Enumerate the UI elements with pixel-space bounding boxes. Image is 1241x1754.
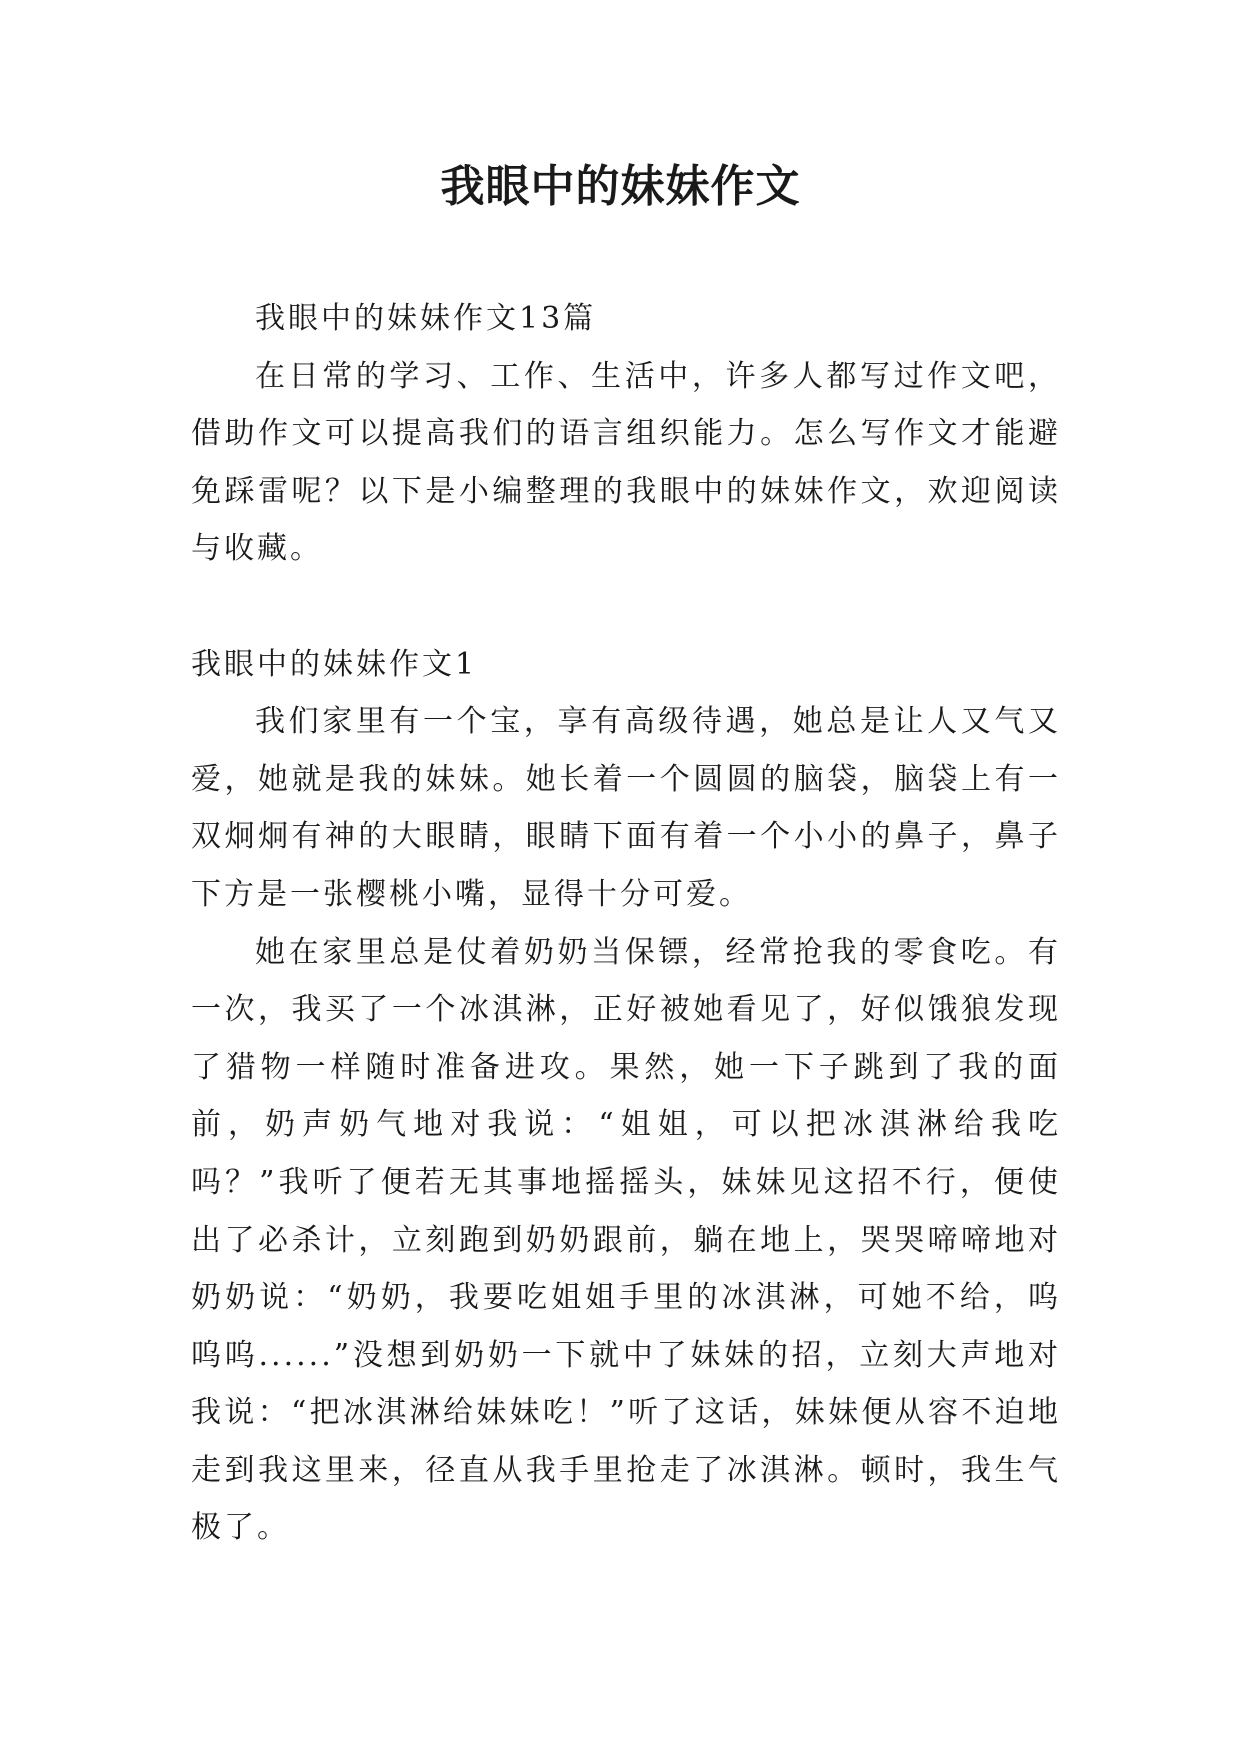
- document-body: [191, 290, 1061, 1557]
- body-paragraph: 我们家里有一个宝，享有高级待遇，她总是让人又气又爱，她就是我的妹妹。她长着一个圆圆的脑袋，脑袋上有一双炯炯有神的大眼睛，眼睛下面有着一个小小的鼻子，鼻子下方是一张樱桃小嘴，显得十分可爱。: [191, 704, 1061, 912]
- document-title: 我眼中的妹妹作文: [440, 161, 801, 212]
- body-paragraph: 她在家里总是仗着奶奶当保镖，经常抢我的零食吃。有一次，我买了一个冰淇淋，正好被她看见了，好似饿狼发现了猎物一样随时准备进攻。果然，她一下子跳到了我的面前，奶声奶气地对我说：“姐姐，可以把冰淇淋给我吃吗？”我听了便若无其事地摇摇头，妹妹见这招不行，便使出了必杀计，立刻跑到奶奶跟前，躺在地上，哭哭啼啼地对奶奶说：“奶奶，我要吃姐姐手里的冰淇淋，可她不给，呜呜呜......”没想到奶奶一下就中了妹妹的招，立刻大声地对我说：“把冰淇淋给妹妹吃！”听了这话，妹妹便从容不迫地走到我这里来，径直从我手里抢走了冰淇淋。顿时，我生气极了。: [191, 934, 1061, 1546]
- section-heading: 我眼中的妹妹作文1: [191, 646, 478, 682]
- document-subtitle: 我眼中的妹妹作文13篇: [255, 301, 597, 336]
- intro-paragraph: 在日常的学习、工作、生活中，许多人都写过作文吧，借助作文可以提高我们的语言组织能力。怎么写作文才能避免踩雷呢？以下是小编整理的我眼中的妹妹作文，欢迎阅读与收藏。: [191, 358, 1061, 567]
